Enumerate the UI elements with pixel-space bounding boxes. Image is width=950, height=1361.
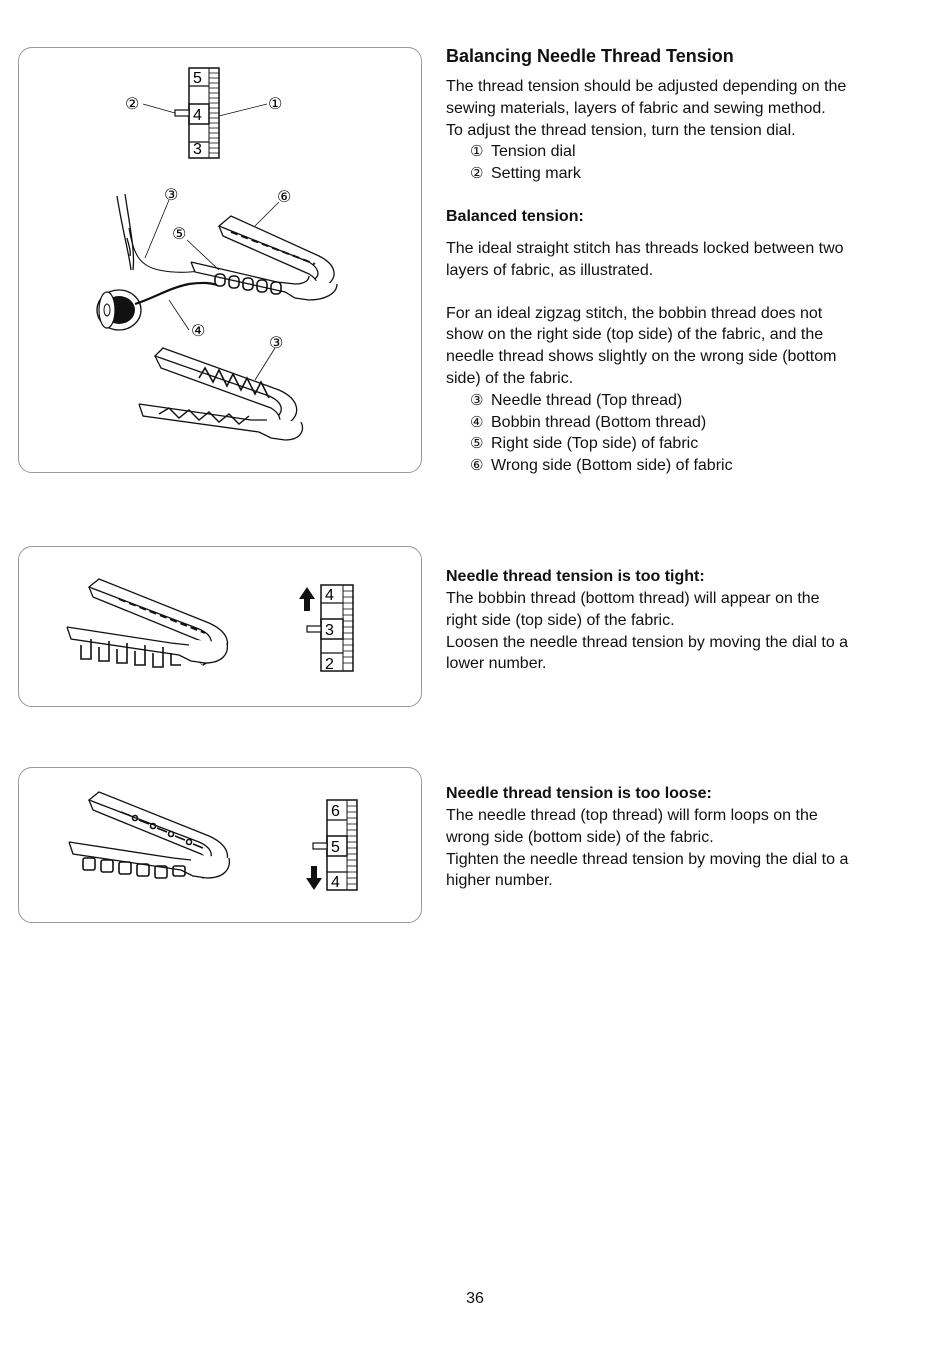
section-title: Balancing Needle Thread Tension [446,46,734,66]
callout-5: ⑤ [172,226,187,243]
too-loose-heading: Needle thread tension is too loose: [446,785,712,802]
balanced-heading: Balanced tension: [446,207,584,225]
fabric-zigzag-stitch [139,348,302,440]
zigzag-text: side) of the fabric. [446,369,574,387]
callout-2: ② [125,96,140,113]
figure-balanced-tension [18,47,422,473]
balanced-text: layers of fabric, as illustrated. [446,261,654,279]
too-loose-text: Tighten the needle thread tension by moving the dial to a [446,850,849,868]
dial-number-upper: 6 [331,803,340,820]
balanced-tension-illustration [19,48,423,474]
part-item: ③ Needle thread (Top thread) [470,391,683,409]
part-item: ⑤ Right side (Top side) of fabric [470,435,699,453]
dial-number-current: 4 [193,107,202,124]
bobbin [97,290,141,330]
callout-3: ③ [164,187,179,204]
dial-number-lower: 3 [193,141,202,158]
arrow-up-icon [299,587,315,611]
needle [117,194,134,270]
callout-3-zigzag: ③ [269,335,284,352]
tension-dial [313,800,357,891]
tension-dial [175,68,219,158]
too-tight-illustration [19,547,423,708]
callout-6: ⑥ [277,189,292,206]
too-loose-text: higher number. [446,872,553,890]
intro-line: sewing materials, layers of fabric and sewing method. [446,99,826,117]
zigzag-text: needle thread shows slightly on the wrong side (bottom [446,348,837,366]
intro-line: To adjust the thread tension, turn the tension dial. [446,121,796,139]
too-tight-text: right side (top side) of the fabric. [446,611,675,629]
part-item: ④ Bobbin thread (Bottom thread) [470,413,707,431]
dial-number-current: 5 [331,839,340,856]
fabric-straight-stitch [191,216,337,300]
too-loose-text: wrong side (bottom side) of the fabric. [446,828,714,846]
dial-number-upper: 4 [325,587,334,604]
too-loose-illustration [19,768,423,924]
too-tight-section [446,566,886,675]
bobbin-thread [135,283,217,304]
setting-mark [307,626,321,632]
too-tight-text: Loosen the needle thread tension by moving the dial to a [446,633,849,651]
setting-mark [313,843,327,849]
figure-tension-too-loose [18,767,422,923]
callout-4: ④ [191,323,206,340]
zigzag-text: For an ideal zigzag stitch, the bobbin thread does not [446,304,823,322]
callout-1: ① [268,96,283,113]
figure-tension-too-tight [18,546,422,707]
intro-line: The thread tension should be adjusted depending on the [446,78,847,95]
zigzag-text: show on the right side (top side) of the fabric, and the [446,326,824,344]
arrow-down-icon [306,866,322,890]
dial-number-upper: 5 [193,70,202,87]
part-item: ② Setting mark [470,165,581,183]
part-item: ⑥ Wrong side (Bottom side) of fabric [470,457,733,475]
balancing-section [446,45,886,477]
too-tight-text: lower number. [446,655,547,673]
too-tight-text: The bobbin thread (bottom thread) will appear on the [446,590,820,607]
dial-number-lower: 4 [331,874,340,891]
too-loose-section [446,783,886,892]
part-item: ① Tension dial [470,143,576,161]
balanced-text: The ideal straight stitch has threads locked between two [446,239,844,257]
page-number: 36 [466,1290,484,1307]
dial-number-current: 3 [325,622,334,639]
too-loose-text: The needle thread (top thread) will form loops on the [446,807,818,824]
too-tight-heading: Needle thread tension is too tight: [446,568,705,585]
setting-mark [175,110,189,116]
dial-number-lower: 2 [325,656,334,673]
